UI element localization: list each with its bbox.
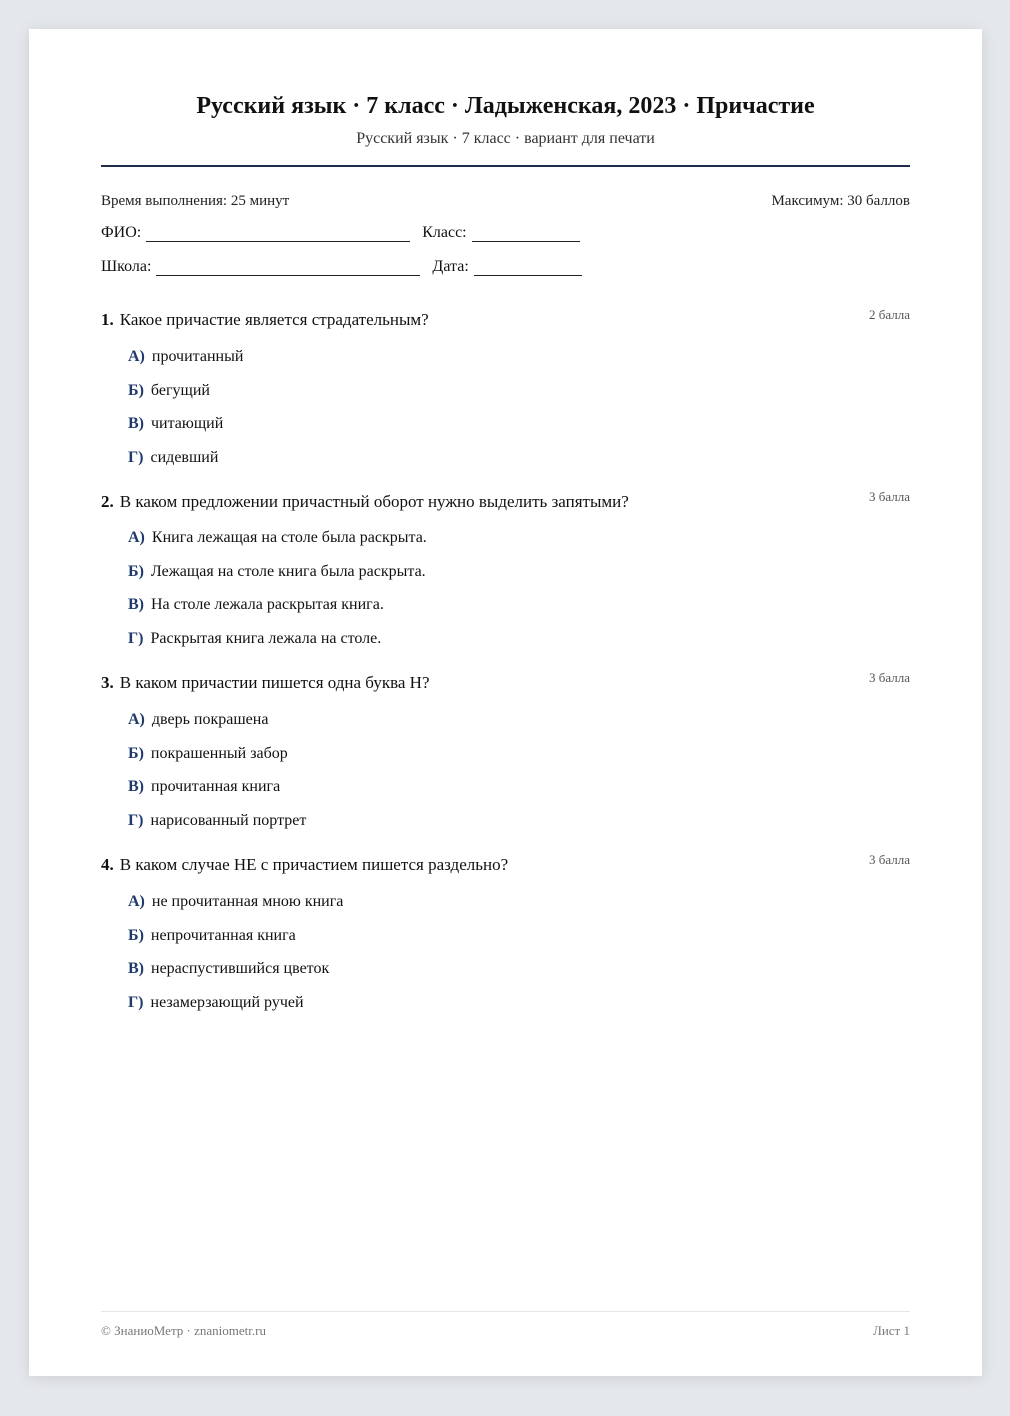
question-number: 2. bbox=[101, 492, 114, 511]
question-text: В каком случае НЕ с причастием пишется раздельно? bbox=[119, 855, 509, 874]
answer-option[interactable] bbox=[128, 527, 910, 561]
question-text: В каком причастии пишется одна буква Н? bbox=[119, 673, 430, 692]
option-text: читающий bbox=[151, 415, 224, 432]
date-field[interactable] bbox=[474, 259, 582, 276]
option-text: непрочитанная книга bbox=[150, 926, 296, 944]
option-letter: А) bbox=[128, 711, 145, 728]
question-number: 3. bbox=[101, 673, 114, 692]
time-limit: Время выполнения: 25 минут bbox=[101, 193, 290, 209]
page-content bbox=[101, 29, 910, 1376]
answer-option[interactable] bbox=[128, 810, 910, 844]
option-text: прочитанная книга bbox=[151, 778, 281, 795]
option-letter: Г) bbox=[128, 811, 144, 829]
option-letter: Г) bbox=[128, 448, 144, 466]
question-header bbox=[101, 489, 910, 514]
question-2 bbox=[101, 489, 910, 661]
school-label: Школа: bbox=[101, 258, 152, 275]
question-text: Какое причастие является страдательным? bbox=[119, 310, 429, 329]
question-points: 2 балла bbox=[869, 307, 910, 322]
answer-options bbox=[101, 709, 910, 843]
option-text: бегущий bbox=[150, 381, 210, 399]
page-subtitle: Русский язык · 7 класс · вариант для печати bbox=[356, 130, 655, 147]
question-points: 3 балла bbox=[869, 852, 910, 867]
answer-option[interactable] bbox=[128, 743, 910, 777]
option-letter: В) bbox=[128, 415, 144, 432]
question-1 bbox=[101, 307, 910, 480]
answer-option[interactable] bbox=[128, 709, 910, 743]
option-text: незамерзающий ручей bbox=[150, 993, 304, 1011]
answer-option[interactable] bbox=[128, 958, 910, 992]
answer-option[interactable] bbox=[128, 992, 910, 1026]
answer-option[interactable] bbox=[128, 925, 910, 959]
option-text: нарисованный портрет bbox=[150, 811, 307, 829]
answer-option[interactable] bbox=[128, 594, 910, 628]
page-number: Лист 1 bbox=[873, 1323, 910, 1338]
class-label: Класс: bbox=[422, 224, 467, 241]
option-letter: В) bbox=[128, 778, 144, 795]
option-text: Книга лежащая на столе была раскрыта. bbox=[151, 529, 427, 546]
answer-option[interactable] bbox=[128, 891, 910, 925]
option-letter: Б) bbox=[128, 926, 144, 944]
option-text: покрашенный забор bbox=[150, 744, 288, 762]
school-field[interactable] bbox=[156, 259, 420, 276]
option-text: прочитанный bbox=[151, 348, 244, 365]
answer-option[interactable] bbox=[128, 561, 910, 595]
question-number: 4. bbox=[101, 855, 114, 874]
max-score: Максимум: 30 баллов bbox=[771, 193, 910, 209]
worksheet-page bbox=[29, 29, 982, 1376]
option-letter: Б) bbox=[128, 381, 144, 399]
footer-copyright: © ЗнаниоМетр · znaniometr.ru bbox=[101, 1323, 266, 1338]
answer-option[interactable] bbox=[128, 413, 910, 447]
footer-divider bbox=[101, 1311, 910, 1312]
school-date-row bbox=[101, 258, 594, 276]
page-title: Русский язык · 7 класс · Ладыженская, 2023 · Причастие bbox=[196, 93, 815, 119]
option-letter: А) bbox=[128, 529, 145, 546]
option-text: дверь покрашена bbox=[151, 711, 269, 728]
question-header bbox=[101, 852, 910, 877]
option-letter: Г) bbox=[128, 993, 144, 1011]
question-header bbox=[101, 670, 910, 695]
option-letter: Б) bbox=[128, 744, 144, 762]
option-letter: А) bbox=[128, 348, 145, 365]
answer-options bbox=[101, 346, 910, 480]
name-field[interactable] bbox=[146, 225, 410, 242]
answer-option[interactable] bbox=[128, 346, 910, 380]
option-letter: В) bbox=[128, 960, 144, 977]
question-header bbox=[101, 307, 910, 332]
answer-option[interactable] bbox=[128, 776, 910, 810]
answer-option[interactable] bbox=[128, 380, 910, 414]
option-text: Раскрытая книга лежала на столе. bbox=[150, 629, 382, 647]
answer-option[interactable] bbox=[128, 447, 910, 481]
header-divider bbox=[101, 165, 910, 167]
answer-options bbox=[101, 891, 910, 1025]
option-text: не прочитанная мною книга bbox=[151, 893, 344, 910]
question-number: 1. bbox=[101, 310, 114, 329]
answer-options bbox=[101, 527, 910, 661]
option-text: сидевший bbox=[150, 448, 219, 466]
question-points: 3 балла bbox=[869, 489, 910, 504]
question-3 bbox=[101, 670, 910, 843]
question-4 bbox=[101, 852, 910, 1025]
class-field[interactable] bbox=[472, 225, 580, 242]
option-text: На столе лежала раскрытая книга. bbox=[151, 596, 384, 613]
name-class-row bbox=[101, 224, 592, 242]
answer-option[interactable] bbox=[128, 628, 910, 662]
option-letter: А) bbox=[128, 893, 145, 910]
option-letter: Б) bbox=[128, 562, 144, 580]
question-text: В каком предложении причастный оборот нужно выделить запятыми? bbox=[119, 492, 629, 511]
option-letter: В) bbox=[128, 596, 144, 613]
question-points: 3 балла bbox=[869, 670, 910, 685]
option-text: нераспустившийся цветок bbox=[151, 960, 330, 977]
date-label: Дата: bbox=[432, 258, 469, 275]
name-label: ФИО: bbox=[101, 224, 142, 241]
option-text: Лежащая на столе книга была раскрыта. bbox=[150, 562, 426, 580]
option-letter: Г) bbox=[128, 629, 144, 647]
